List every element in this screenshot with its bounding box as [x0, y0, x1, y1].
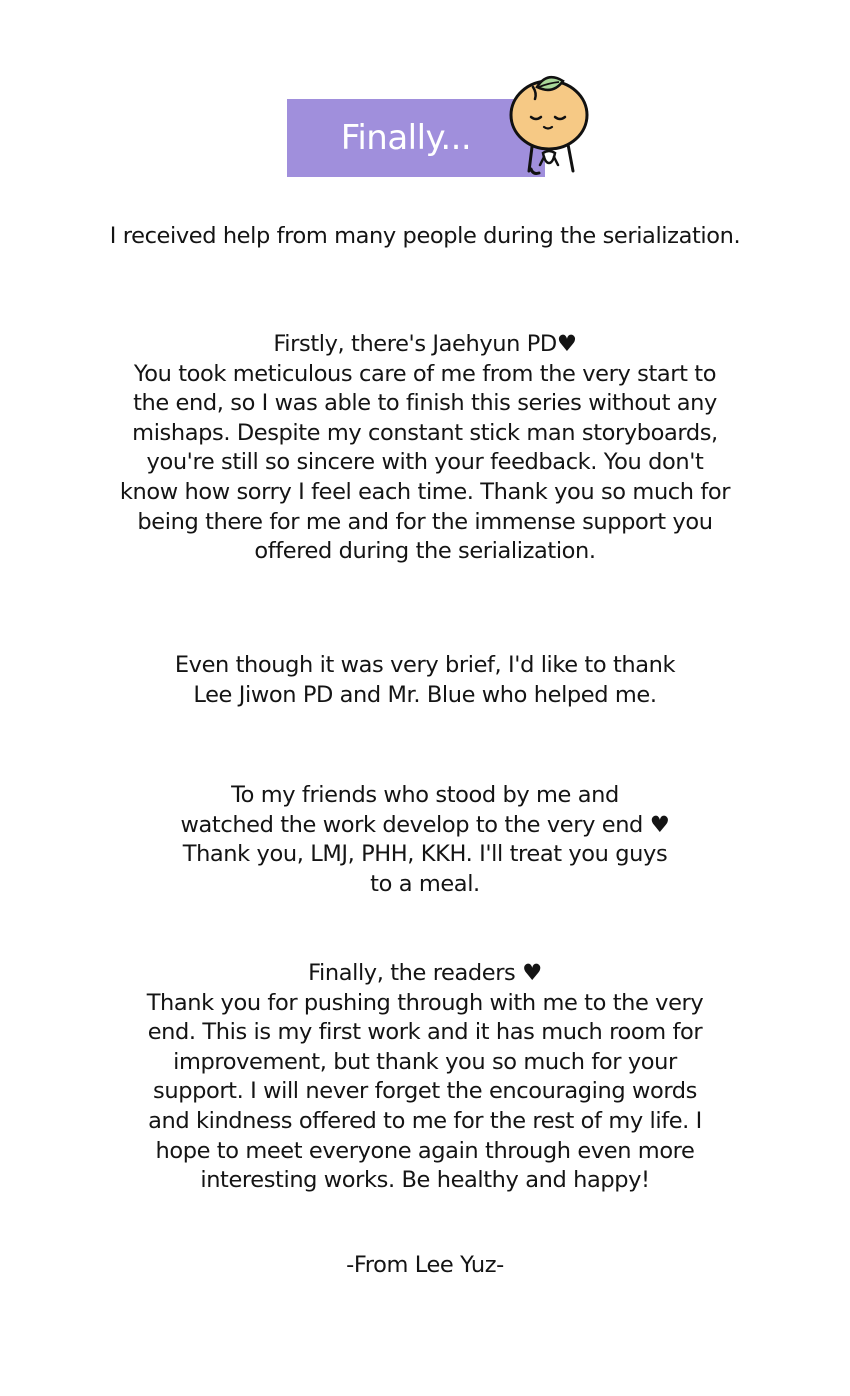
- thanks-paragraph-friends: To my friends who stood by me and watched the work develop to the very end ♥ Thank you, LMJ, PHH, KKH. I'll treat you guys to a meal.: [180, 782, 670, 897]
- intro-text: I received help from many people during the serialization.: [109, 223, 741, 249]
- thanks-paragraph-helpers: Even though it was very brief, I'd like to thank Lee Jiwon PD and Mr. Blue who helped me.: [174, 652, 676, 708]
- thanks-paragraph-readers: Finally, the readers ♥ Thank you for pushing through with me to the very end. This is my first work and it has much room for improvement, but thank you so much for your support. I will never forget the encouraging words and kindness offered to me for the rest of my life. I hope to meet everyone again through even more interesting works. Be healthy and happy!: [146, 960, 704, 1194]
- thanks-paragraph-pd: Firstly, there's Jaehyun PD♥ You took meticulous care of me from the very start to the end, so I was able to finish this series without any mishaps. Despite my constant stick man storyboards, you're still so sincere with your feedback. You don't know how sorry I feel each time. Thank you so much for being there for me and for the immense support you offered during the serialization.: [119, 331, 731, 565]
- peach-mascot-icon: [503, 73, 595, 177]
- author-signature: -From Lee Yuz-: [346, 1252, 504, 1278]
- page-title: Finally...: [340, 118, 472, 158]
